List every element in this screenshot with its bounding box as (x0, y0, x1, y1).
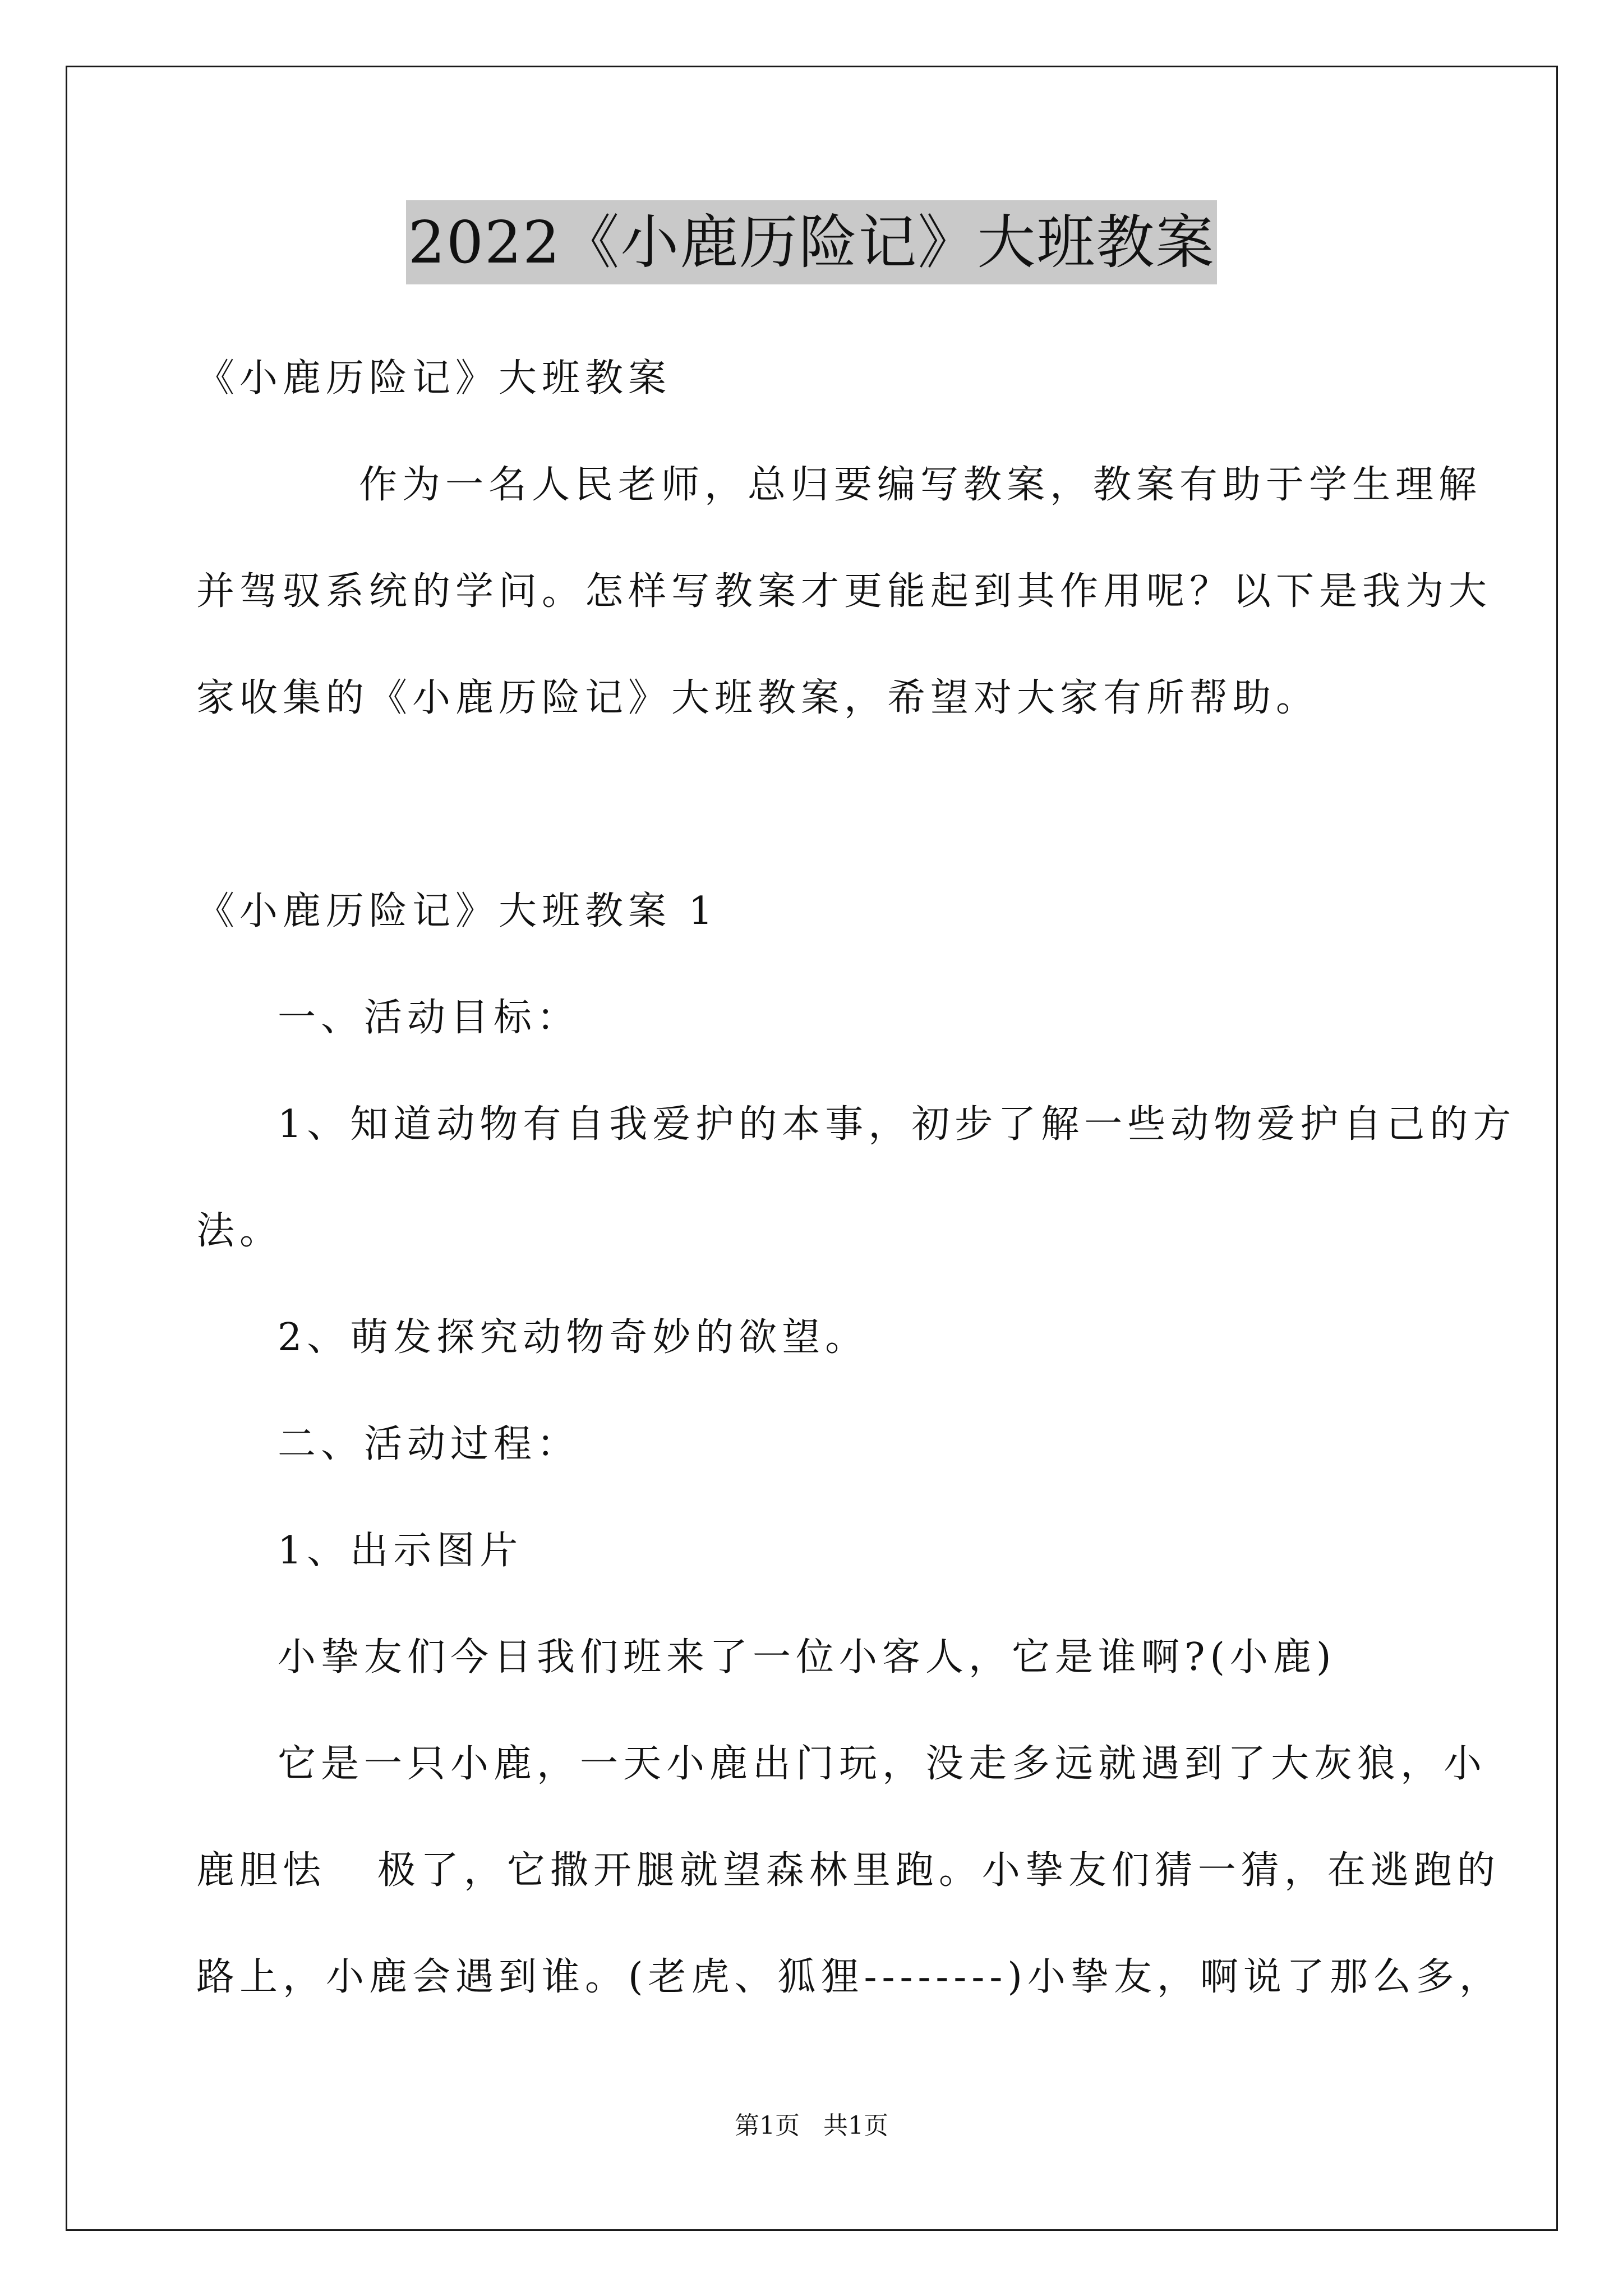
section-heading: 《小鹿历险记》大班教案 1 (196, 889, 718, 933)
paragraph-line: 1、知道动物有自我爱护的本事，初步了解一些动物爱护自己的方 (278, 1102, 1516, 1147)
paragraph-line: 2、萌发探究动物奇妙的欲望。 (278, 1315, 869, 1360)
paragraph-line: 家收集的《小鹿历险记》大班教案，希望对大家有所帮助。 (196, 676, 1320, 720)
subtitle-line: 《小鹿历险记》大班教案 (196, 356, 672, 401)
paragraph-line: 路上，小鹿会遇到谁。(老虎、狐狸--------)小挚友，啊说了那么多， (196, 1955, 1502, 1999)
paragraph-line: 它是一只小鹿，一天小鹿出门玩，没走多远就遇到了大灰狼，小 (278, 1742, 1487, 1786)
page-number-footer: 第1页 共1页 (735, 2111, 888, 2140)
paragraph-line: 二、活动过程： (278, 1422, 580, 1466)
paragraph-line: 小挚友们今日我们班来了一位小客人，它是谁啊?(小鹿) (278, 1635, 1336, 1680)
paragraph-line: 1、出示图片 (278, 1529, 523, 1573)
paragraph-line: 一、活动目标： (278, 996, 580, 1040)
title-container (0, 200, 1623, 284)
paragraph-line: 法。 (196, 1209, 283, 1253)
paragraph-line: 鹿胆怯 极了，它撒开腿就望森林里跑。小挚友们猜一猜，在逃跑的 (196, 1848, 1500, 1893)
paragraph-line: 作为一名人民老师，总归要编写教案，教案有助于学生理解 (359, 463, 1482, 507)
document-title: 2022《小鹿历险记》大班教案 (406, 200, 1218, 284)
paragraph-line: 并驾驭系统的学问。怎样写教案才更能起到其作用呢？以下是我为大 (196, 569, 1492, 614)
